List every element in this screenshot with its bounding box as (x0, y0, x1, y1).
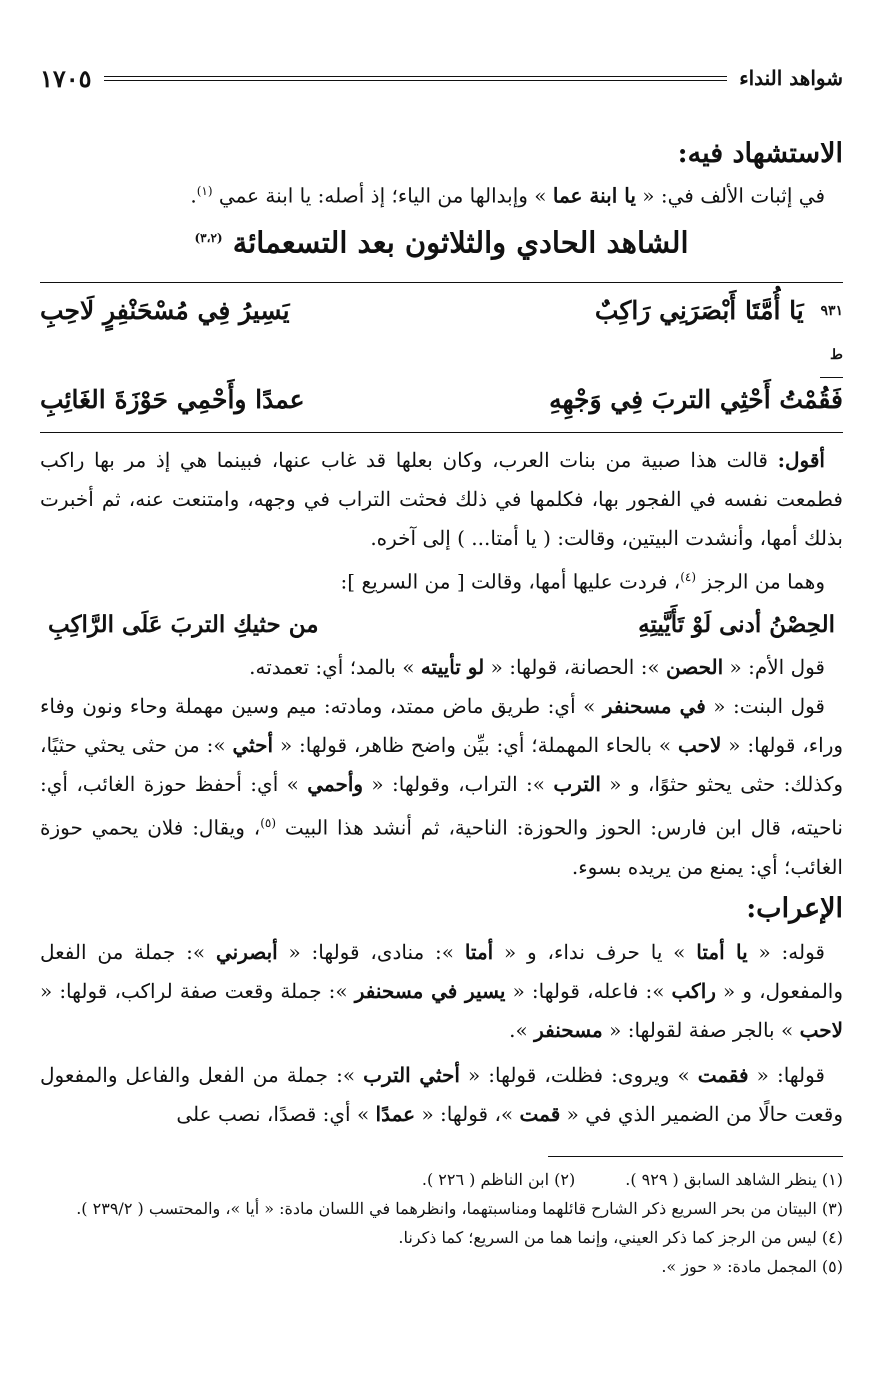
hemistich-1a: ٩٣١ ط يَا أُمَّتَا أَبْصَرَنِي رَاكِبٌ (466, 289, 843, 378)
footnote-ref: (٤) (680, 570, 697, 585)
running-header (40, 60, 843, 96)
page-number: ١٧٠٥ (40, 63, 92, 93)
qawl-umm: قول الأم: « الحصن »: الحصانة، قولها: « لو تأييته » بالمد؛ أي: تعمدته. (249, 654, 825, 679)
page (40, 60, 843, 1281)
verse-number: ٩٣١ ط (820, 289, 843, 378)
mother-verse (40, 602, 843, 648)
footnote-ref: (٣،٢) (194, 230, 223, 245)
footnote-1: (١) ينظر الشاهد السابق ( ٩٢٩ ). (625, 1169, 843, 1189)
rajaz-paragraph: وهما من الرجز $^{(٤)}$، فردت عليها أمها، وقالت [ من السريع ]: (340, 569, 825, 594)
hemistich-1b: يَسِيرُ فِي مُسْحَنْفِرٍ لَاحِبِ (40, 296, 290, 326)
irab-paragraph-2: قولها: « فقمت » ويروى: فظلت، قولها: « أحثي الترب »: جملة من الفعل والفاعل والمفعول وقعت حالًا من الضمير الذي في « قمت »، قولها: « عمدًا » أي: قصدًا، نصب على (40, 1062, 843, 1126)
hemistich-2b: عمدًا وأَحْمِي حَوْزَةَ الغَائِبِ (40, 385, 305, 415)
verse-line-1 (40, 289, 843, 378)
running-title: شواهد النداء (739, 66, 843, 90)
header-rule (104, 76, 728, 81)
irab-heading: الإعراب: (746, 892, 843, 924)
witness-title: الشاهد الحادي والثلاثون بعد التسعمائة $^{(٣،٢)}$ (194, 225, 689, 260)
footnote-ref: (١) (196, 184, 213, 198)
mother-verse-second: من حثيكِ التربَ عَلَى الرَّاكِبِ (48, 610, 319, 638)
aqulu-paragraph: أقول: قالت هذا صبية من بنات العرب، وكان بعلها قد غاب عنها، فبينما هي إذ مر بها راكب فطمعت نفسه في الفجور بها، فكلمها في ذلك فحثت التراب في وجهه، وامتنعت عنه، ثم أخبرت بذلك أمها، وأنشدت البيتين، وقالت: ( يا أمتا... ) إلى آخره. (40, 448, 843, 551)
verse-line-2 (40, 378, 843, 422)
footnote-ref: (٥) (260, 815, 277, 830)
footnote-rule (548, 1156, 843, 1157)
irab-paragraph-1: قوله: « يا أمتا » يا حرف نداء، و « أمتا »: منادى، قولها: « أبصرني »: جملة من الفعل والمفعول، و « راكب »: فاعله، قولها: « يسير في مسحنفر »: جملة وقعت صفة لراكب، قولها: « لاحب » بالجر صفة لقولها: « مسحنفر ». (40, 939, 844, 1042)
istishhad-heading: الاستشهاد فيه: (677, 138, 843, 169)
istishhad-text: في إثبات الألف في: « يا ابنة عما » وإبدالها من الياء؛ إذ أصله: يا ابنة عمي $^{(١)}$. (190, 183, 825, 208)
hemistich-2a: فَقُمْتُ أَحْثِي التربَ فِي وَجْهِهِ (549, 385, 843, 415)
mother-verse-first: الحِصْنُ أدنى لَوْ تَأَيَّيتِهِ (638, 610, 835, 638)
qawl-bint: قول البنت: « في مسحنفر » أي: طريق ماض ممتد، ومادته: ميم وسين مهملة وحاء ونون وفاء وراء، قولها: « لاحب » بالحاء المهملة؛ أي: بيِّن واضح ظاهر، قولها: « أحثي »: من حثى يحثي حثيًا، وكذلك: حثى يحثو حثوًا، و « الترب »: التراب، وقولها: « وأحمي » أي: أحفظ حوزة الغائب، أي: ناحيته، قال ابن فارس: الحوز والحوزة: الناحية، ثم أنشد هذا البيت $^{(٥)}$، ويقال: فلان يحمي حوزة الغائب؛ أي: يمنع من يريده بسوء. (40, 693, 844, 879)
footnote-5: (٥) المجمل مادة: « حوز ». (661, 1256, 843, 1276)
footnote-2: (٢) ابن الناظم ( ٢٢٦ ). (421, 1169, 576, 1189)
verse-block (40, 282, 843, 433)
footnote-row-1 (40, 1165, 843, 1194)
footnote-3: (٣) البيتان من بحر السريع ذكر الشارح قائلهما ومناسبتهما، وانظرهما في اللسان مادة: « أيا »، والمحتسب ( ٢٣٩/٢ ). (76, 1198, 843, 1218)
footnote-4: (٤) ليس من الرجز كما ذكر العيني، وإنما هما من السريع؛ كما ذكرنا. (398, 1227, 843, 1247)
